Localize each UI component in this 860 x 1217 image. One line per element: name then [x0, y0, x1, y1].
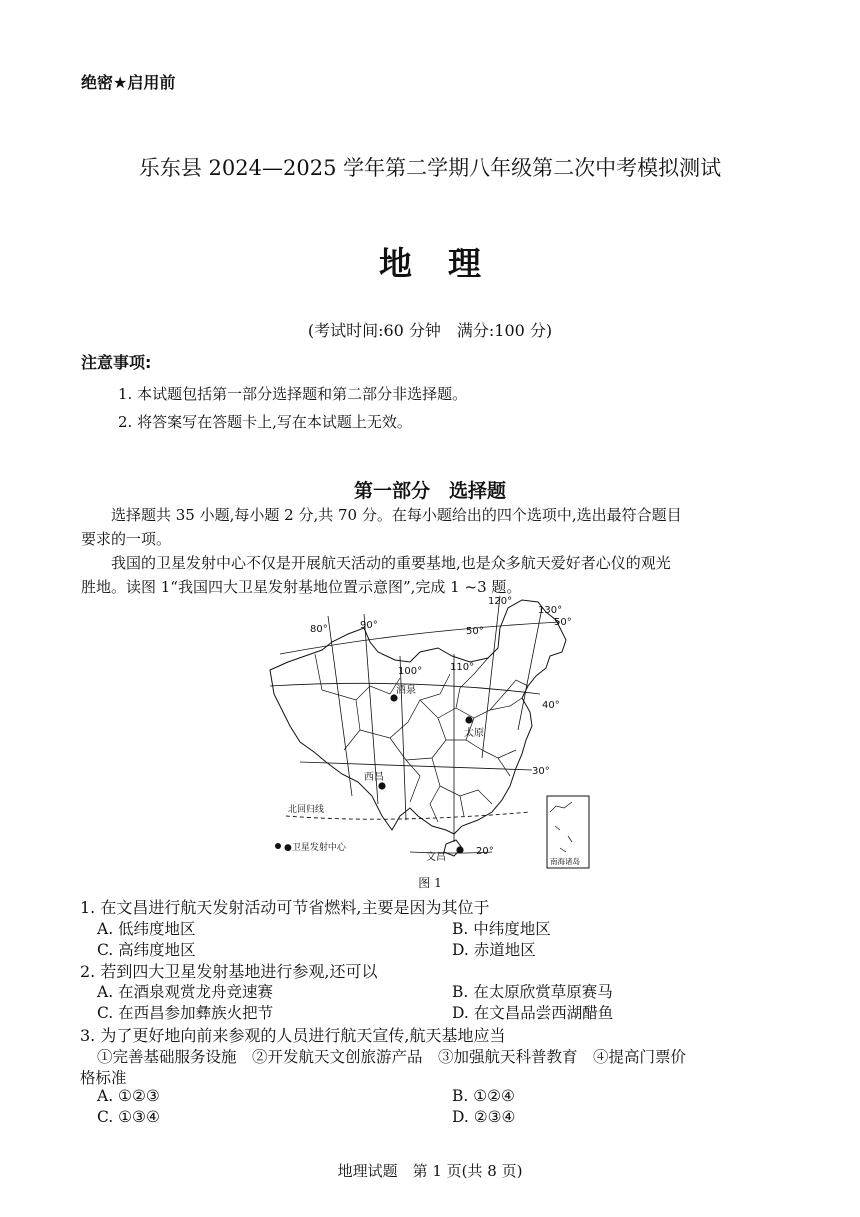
- figure-caption: 图 1: [418, 876, 442, 890]
- option-a: A. ①②③: [97, 1087, 160, 1105]
- intro-line: 要求的一项。: [81, 530, 172, 548]
- latitude-label: 50°: [466, 626, 484, 637]
- subject-title: 地理: [379, 244, 517, 283]
- xichang-marker: [378, 782, 385, 789]
- taiyuan-marker: [465, 716, 472, 723]
- longitude-label: 120°: [488, 596, 513, 607]
- statement-line: ①完善基础服务设施 ②开发航天文创旅游产品 ③加强航天科普教育 ④提高门票价: [97, 1048, 687, 1066]
- longitude-label: 80°: [310, 624, 328, 635]
- latitude-label: 20°: [476, 846, 494, 857]
- inset-label: 南海诸岛: [550, 857, 580, 866]
- option-c: C. 高纬度地区: [97, 941, 196, 959]
- note-item: 2. 将答案写在答题卡上,写在本试题上无效。: [118, 413, 412, 431]
- option-d: D. 在文昌品尝西湖醋鱼: [452, 1004, 614, 1022]
- latitude-label: 50°: [554, 617, 572, 628]
- statement-line: 格标准: [80, 1069, 127, 1087]
- question-stem: 1. 在文昌进行航天发射活动可节省燃料,主要是因为其位于: [80, 898, 490, 917]
- latitude-label: 40°: [542, 700, 560, 711]
- option-b: B. 中纬度地区: [452, 920, 551, 938]
- inset-coast: [550, 802, 572, 852]
- option-b: B. ①②④: [452, 1087, 515, 1105]
- latitude-label: 30°: [532, 766, 550, 777]
- wenchang-marker: [456, 846, 463, 853]
- longitude-label: 110°: [450, 662, 475, 673]
- question-stem: 3. 为了更好地向前来参观的人员进行航天宣传,航天基地应当: [80, 1026, 506, 1045]
- section-intro: [81, 503, 781, 551]
- page-footer: 地理试题 第 1 页(共 8 页): [337, 1162, 523, 1180]
- longitude-label: 100°: [398, 666, 423, 677]
- notes-title: 注意事项:: [81, 353, 152, 372]
- meridian-lines: [328, 596, 542, 842]
- note-item: 1. 本试题包括第一部分选择题和第二部分非选择题。: [118, 385, 468, 403]
- option-a: A. 在酒泉观赏龙舟竞速赛: [97, 983, 274, 1001]
- province-boundaries: [315, 654, 528, 822]
- section-title: 第一部分 选择题: [353, 480, 506, 502]
- site-label-jiuquan: 酒泉: [396, 685, 416, 696]
- site-label-wenchang: 文昌: [426, 852, 446, 863]
- exam-time-score: (考试时间:60 分钟 满分:100 分): [307, 321, 553, 340]
- map-legend: ●卫星发射中心: [284, 843, 346, 853]
- option-d: D. 赤道地区: [452, 941, 536, 959]
- legend-marker: [275, 843, 281, 849]
- question-stem: 2. 若到四大卫星发射基地进行参观,还可以: [80, 962, 378, 981]
- intro-line: 选择题共 35 小题,每小题 2 分,共 70 分。在每小题给出的四个选项中,选出最符合题目: [111, 506, 682, 524]
- launch-sites-map: [260, 590, 600, 882]
- option-b: B. 在太原欣赏草原赛马: [452, 983, 613, 1001]
- confidential-label: 绝密★启用前: [81, 73, 176, 92]
- longitude-label: 130°: [538, 605, 563, 616]
- longitude-label: 90°: [360, 620, 378, 631]
- option-a: A. 低纬度地区: [97, 920, 196, 938]
- country-outline: [270, 600, 566, 834]
- option-c: C. 在西昌参加彝族火把节: [97, 1004, 274, 1022]
- site-label-xichang: 西昌: [364, 772, 384, 783]
- context-line: 胜地。读图 1“我国四大卫星发射基地位置示意图”,完成 1 ~3 题。: [81, 578, 522, 596]
- context-line: 我国的卫星发射中心不仅是开展航天活动的重要基地,也是众多航天爱好者心仪的观光: [111, 554, 671, 572]
- option-d: D. ②③④: [452, 1108, 516, 1126]
- site-label-taiyuan: 太原: [464, 728, 484, 739]
- tropic-label: 北回归线: [288, 805, 325, 815]
- exam-title: 乐东县 2024—2025 学年第二学期八年级第二次中考模拟测试: [138, 156, 722, 180]
- option-c: C. ①③④: [97, 1108, 160, 1126]
